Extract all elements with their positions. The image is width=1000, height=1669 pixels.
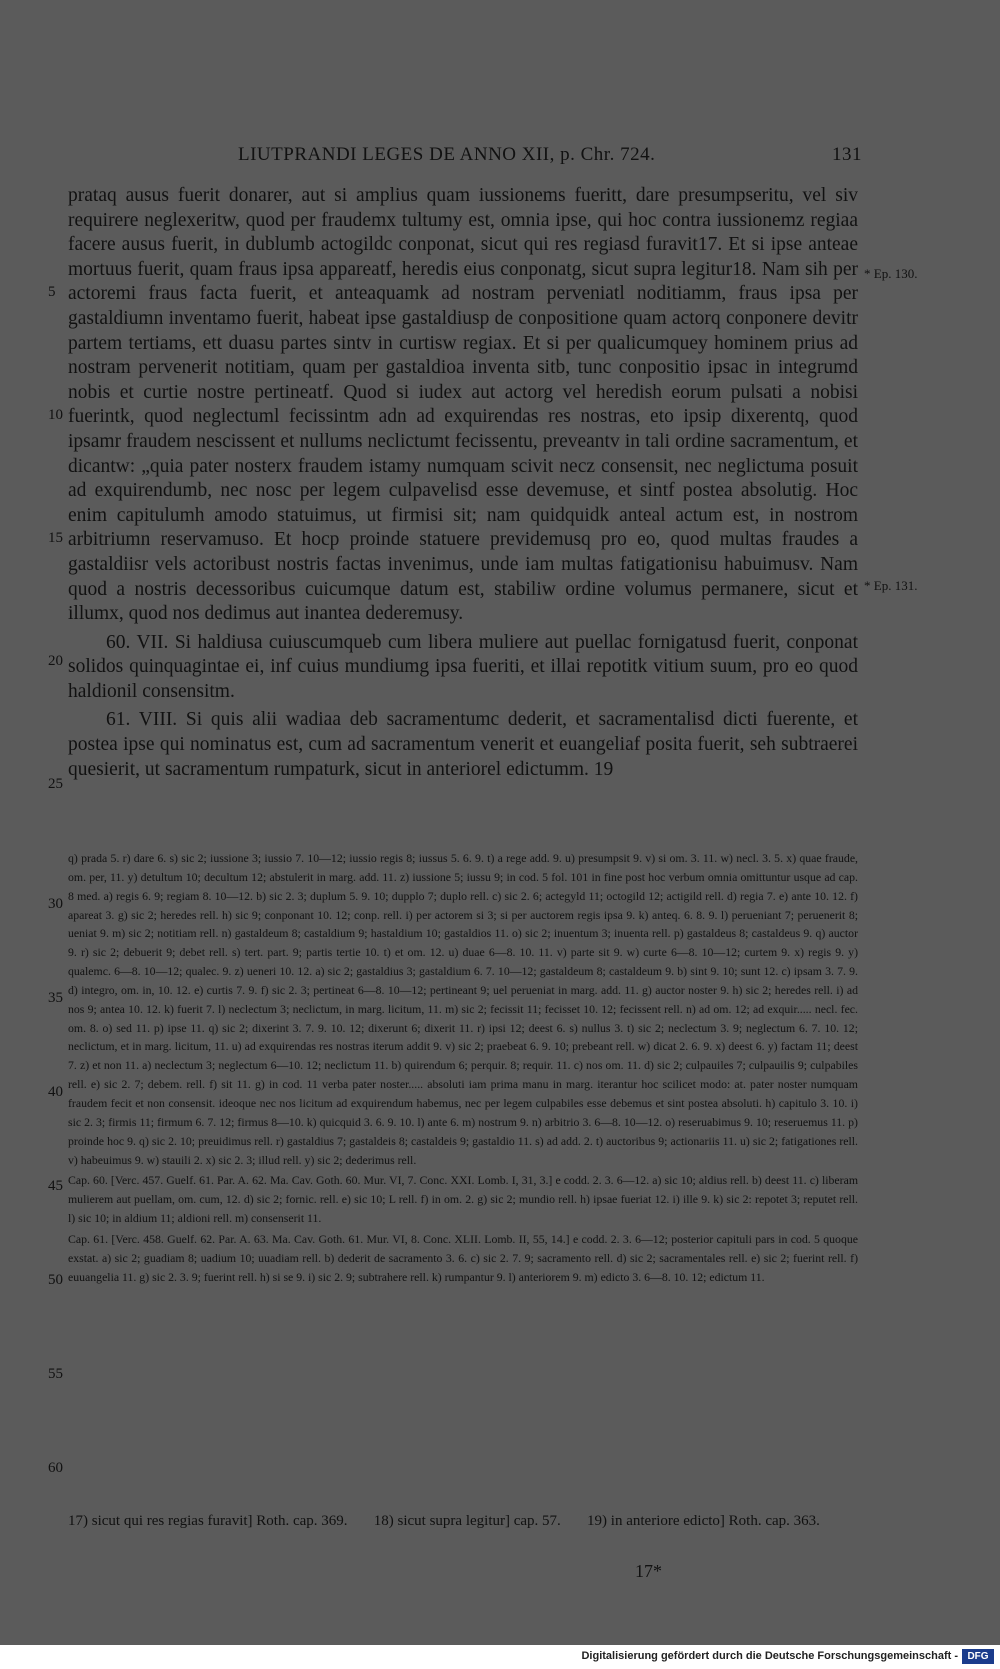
line-number: 50 <box>48 1272 63 1288</box>
line-number: 45 <box>48 1178 63 1194</box>
signature-mark: 17* <box>635 1561 662 1581</box>
apparatus-chapter-61: Cap. 61. [Verc. 458. Guelf. 62. Par. A. 63. Ma. Cav. Goth. 61. Mur. VI, 8. Conc. XLII. Lomb. II, 55, 14.] e codd. 2. 3. 6—12; posterior capituli pars in cod. 5 quoque exstat. a) sic 2; guadiam 8; uadium 10; uuadiam rell. b) dederit de sacramento 3. 6. c) sic 2. 7. 9; sacramento rell. d) sic 2; sacramentales rell. e) sic 2; fuerint rell. f) euuangelia 11. g) sic 2. 3. 9; fuerint rell. h) si se 9. i) sic 2. 9; subtrahere rell. k) rumpantur 9. l) anteriorem 9. m) edicto 3. 6—8. 10. 12; edictum 11. <box>68 1231 858 1284</box>
apparatus-notes: q) prada 5. r) dare 6. s) sic 2; iussione 3; iussio 7. 10—12; iussio regis 8; iussus 5. 6. 9. t) a rege add. 9. u) presumpsit 9. v) si om. 3. 11. w) necl. 3. 5. x) quae fraude, om. per, 11. y) detultum 10; decultum 12; abstulerit in marg. add. 11. z) iussione 5; iussu 9; in cod. 5 fol. 101 in fine post hoc verbum omnia omittuntur usque ad cap. 8 med. a) regis 6. 9; regiam 8. 10—12. b) sic 2. 3; duplum 5. 9. 10; dupplo 7; duplo rell. c) sic 2. 6; actegyld 11; octogild 12; actigild rell. d) regia 7. e) ante 10. 12. f) apareat 3. g) sic 2; heredes rell. h) sic 9; conponant 10. 12; conp. rell. i) per actorem si 3; si per auctorem regis ipsa 9. k) anteq. 6. 8. 9. l) perueniant 7; peruenerit 8; ueniat 9. m) sic 2; notitiam rell. n) gastaldeum 8; castaldium 9; hastaldium 10; gastaldios 11. o) sic 2; inuentum 3; inuenta rell. p) gastaldeus 8; castaldeus 9. q) auctor 9. r) sic 2; debuerit 9; debet rell. s) tert. part. 9; partis tertie 10. t) et om. 12. u) duae 6—8. 10. 11. v) parte sit 9. w) curte 6—8. 10—12; curtem 9. x) regis 9. y) qualemc. 6—8. 10—12; qualec. 9. z) ueneri 10. 12. a) sic 2; gastaldius 3; gastaldium 6. 7. 10—12; gastaldeum 8; castaldeum 9. b) sint 9. 10; sunt 12. c) ipsam 3. 7. 9. d) integro, om. in, 10. 12. e) curtis 7. 9. f) sic 2. 3; pertineat 6—8. 10—12; pertineant 9; uel perueniat in marg. add. 11. g) auctor noster 9. h) sic 2; heredes rell. i) ad nos 9; antea 10. 12. k) fuerit 7. l) neclectum 3; neclictum, in marg. licitum, 11. m) sic 2; fecissit 11; fecisset 10. 12; fecissent rell. n) ad om. 12; ad exquir..... necl. fec. om. 8. o) sed 11. p) ipse 11. q) sic 2; dixerint 3. 7. 9. 10. 12; dixerunt 6; dixerit 11. r) ipsi 12; deest 6. s) nullus 3. t) sic 2; neclectum 3. 9; neglectum 6. 7. 10. 12; neclictum, et in marg. licitum, 11. u) ad exquirendas res nostras iterum addit 9. v) sic 2; praebeat 6. 9. 10; prebeant rell. w) dicat 2. 6. 9. x) deest 6. y) factam 11; deest 7. z) et non 11. a) neclectum 3; neglectum 6—10. 12; neclictum 11. b) quirendum 6; perquir. 8; requir. 11. c) nos om. 11. d) sic 2; culpauiles 7; culpauilis 9; culpabiles rell. e) sic 2. 7; debem. rell. f) sit 11. g) in cod. 11 verba pater noster..... absoluti iam prima manu in marg. iterantur hoc scilicet modo: at. pater noster numquam fraudem fecit et non consensit. ideoque nec nos licitum ad exquirendum habemus, nec per legem culpabiles esse debemus et sint postea absoluti. h) capitulo 3. 10. i) sic 2. 3; firmis 11; firmum 6. 7. 12; firmus 8—10. k) quicquid 3. 6. 9. 10. l) ante 6. m) nostrum 9. n) arbitrio 3. 6—8. 10—12. o) reseruabimus 9. 10; reseruemus 11. p) proinde hoc 9. q) sic 2. 10; preuidimus rell. r) gastaldius 7; gastaldeis 8; castaldeis 9; gastaldio 11. s) ad add. 2. t) auctoribus 9; actionariis 11. u) sic 2; fatigationes rell. v) habeuimus 9. w) stauili 2. x) sic 2. 3; illud rell. y) sic 2; dederimus rell. <box>68 851 858 1167</box>
line-number: 35 <box>48 990 63 1006</box>
line-number: 20 <box>48 653 63 669</box>
header-title: LIUTPRANDI LEGES DE ANNO XII, p. Chr. 724. <box>238 144 656 165</box>
source-references <box>68 1512 858 1531</box>
page-number: 131 <box>832 144 862 165</box>
main-text <box>68 184 858 782</box>
reference-19: 19) in anteriore edicto] Roth. cap. 363. <box>587 1513 820 1529</box>
margin-reference: * Ep. 131. <box>864 578 918 593</box>
line-number: 60 <box>48 1460 63 1476</box>
paragraph-chapter-60: 60. VII. Si haldiusa cuiuscumqueb cum libera muliere aut puellac fornigatusd fuerit, conponat solidos quinquagintae ei, inf cuius mundiumg ipsa fueriti, et illai repotitk vitium suum, pro eo quod haldionil consensitm. <box>68 631 858 702</box>
line-number: 5 <box>48 284 56 300</box>
footer-text: Digitalisierung gefördert durch die Deutsche Forschungsgemeinschaft - <box>581 1650 958 1662</box>
line-number: 15 <box>48 530 63 546</box>
line-number: 25 <box>48 776 63 792</box>
critical-apparatus <box>68 849 858 1286</box>
reference-18: 18) sicut supra legitur] cap. 57. <box>373 1513 561 1529</box>
paragraph-chapter-61: 61. VIII. Si quis alii wadiaa deb sacramentumc dederit, et sacramentalisd dicti fuerente, et postea ipse qui nominatus est, cum ad sacramentum venerit et euangeliaf posita fuerit, seh subtraerei quesierit, ut sacramentum rumpaturk, sicut in anteriorel edictumm. 19 <box>68 709 858 780</box>
reference-17: 17) sicut qui res regias furavit] Roth. cap. 369. <box>68 1513 348 1529</box>
paragraph-continuation: prataq ausus fuerit donarer, aut si amplius quam iussionems fueritt, dare presumpseritu, vel siv requirere neglexeritw, quod per fraudemx tultumy est, omnia ipse, qui hoc contra iussionemz regiaa facere ausus fuerit, in dublumb actogildc conponat, sicut qui res regiasd furavit17. Et si ipse anteae mortuus fuerit, quam fraus ipsa appareatf, heredis eius conponatg, sicut supra legitur18. Nam sih per actoremi fraus facta fuerit, et anteaquamk ad nostram perveniatl noditiamm, fraus ipsa per gastaldiumn inventamo fuerit, habeat ipse gastaldiusp de conpositione quam actorq conponere devitr partem tertiams, ett duasu partes sintv in curtisw regiax. Et si per qualicumquey hominem prius ad nostram pervenerit notitiam, quam per gastaldioa inventa sitb, tunc conpositio ipsac in integrumd nobis et curtie nostre pertineatf. Quod si iudex aut actorg vel heredish eorum pulsati a nobisi fuerintk, quod neglectuml fecissintm adn ad exquirendas res nostras, eto ipsip dixerentq, quod ipsamr fraudem nescissent et nullums neclictumt fecissentu, preveantv in tali ordine sacramentum, et dicantw: „quia pater nosterx fraudem istamy numquam scivit necz consensit, nec neglictuma posuit ad exquirendumb, nec nosc per legem culpavelisd esse devemuse, et sintf postea absolutig. Hoc enim capitulumh amodo statuimus, ut firmisi sit; nam quidquidk anteal actum est, in nostrom arbitriumn reservamuso. Et hocp proinde statuere previdemusq pro eo, quod multas fraudes a gastaldiisr vels actoribust nostris factas invenimus, unde iam multas fatigationisu habuimusv. Nam quod a nostris decessoribus cuicumque datum est, stabiliw ordine volumus permanere, sicut et illumx, quod nos dedimus aut inantea dederemusy. <box>68 185 858 625</box>
line-number: 10 <box>48 407 63 423</box>
margin-reference: * Ep. 130. <box>864 266 918 281</box>
apparatus-chapter-60: Cap. 60. [Verc. 457. Guelf. 61. Par. A. 62. Ma. Cav. Goth. 60. Mur. VI, 7. Conc. XXI. Lomb. I, 31, 3.] e codd. 2. 3. 6—12. a) sic 10; aldius rell. b) deest 11. c) liberam mulierem aut puellam, om. cum, 12. d) sic 2; fornic. rell. e) sic 10; L rell. f) in om. 2. g) sic 2; mundio rell. h) ipsae fueriat 12. i) ille 9. k) sic 2: repotet 3; reputet rell. l) sic 10; in aldium 11; aldioni rell. m) consenserit 11. <box>68 1173 858 1226</box>
line-number: 30 <box>48 896 63 912</box>
line-number: 40 <box>48 1084 63 1100</box>
running-header <box>238 144 862 166</box>
footer-bar <box>0 1645 1000 1669</box>
dfg-logo-icon: DFG <box>962 1649 994 1664</box>
line-number: 55 <box>48 1366 63 1382</box>
